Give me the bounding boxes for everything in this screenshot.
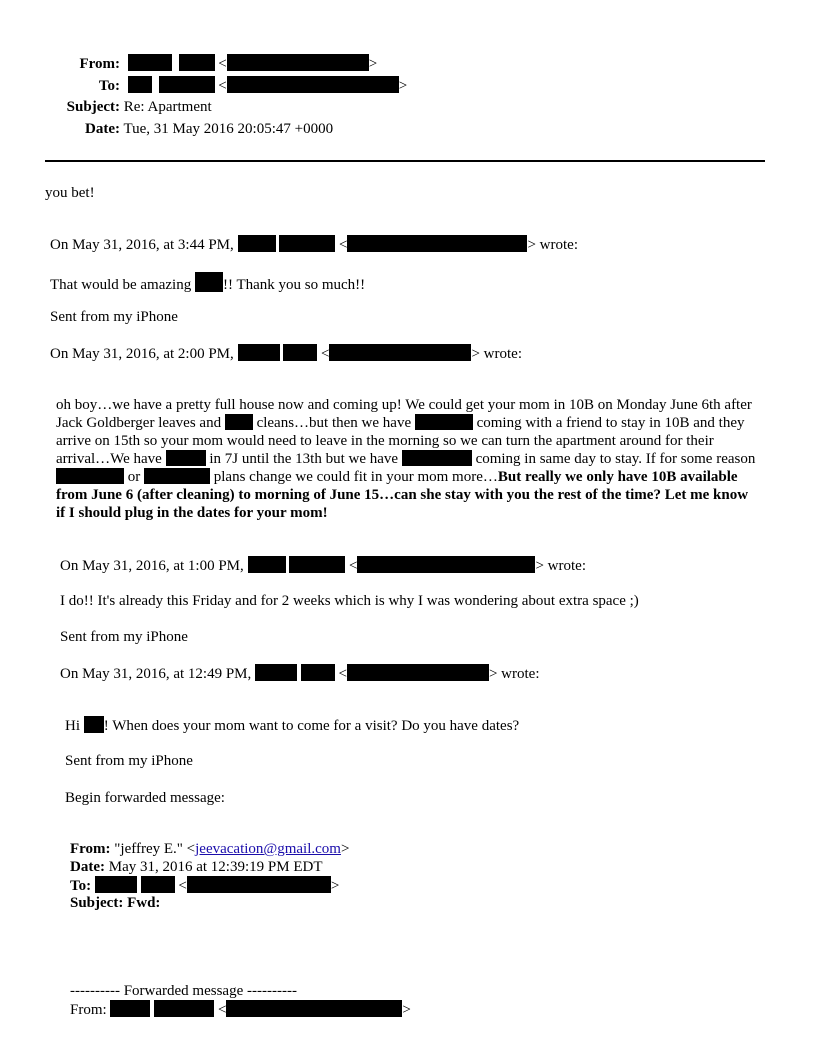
redaction <box>95 876 137 893</box>
fwd-date-line: Date: May 31, 2016 at 12:39:19 PM EDT <box>70 859 323 875</box>
quote-message-4: Hi ! When does your mom want to come for a visit? Do you have dates? <box>65 718 520 734</box>
to-label: To: <box>98 78 120 94</box>
fwd-subject-line: Subject: Fwd: <box>70 895 161 911</box>
redaction <box>226 1000 402 1017</box>
redaction <box>128 76 152 93</box>
redaction <box>283 344 317 361</box>
message-paragraph: oh boy…we have a pretty full house now and coming up! We could get your mom in 10B on Monday June 6th after Jack Goldberger leaves and cleans…but then we have coming with a friend to stay in 10B and they arrive on 15th so your mom would need to leave in the morning so we can turn the apartment around for their arrival…We have in 7J until the 13th but we have coming in same day to stay. If for some reason or plans change we could fit in your mom more…But really we only have 10B available from June 6 (after cleaning) to morning of June 15…can she stay with you the rest of the time? Let me know if I should plug in the dates for your mom! <box>56 397 756 521</box>
redaction <box>347 235 527 252</box>
redaction <box>225 414 253 430</box>
fwd-from-line: From: "jeffrey E." <jeevacation@gmail.com> <box>70 841 350 857</box>
redaction <box>84 716 104 733</box>
redaction <box>255 664 297 681</box>
date-label: Date: <box>85 121 120 137</box>
header-subject-line <box>40 98 212 116</box>
from-label: From: <box>79 56 120 72</box>
redaction <box>227 76 399 93</box>
redaction <box>238 235 276 252</box>
header-from-line: From: < > <box>40 54 377 73</box>
redaction <box>195 272 223 292</box>
header-date-line <box>40 120 333 138</box>
quote-header-4: On May 31, 2016, at 12:49 PM, < > wrote: <box>60 666 540 682</box>
begin-forwarded: Begin forwarded message: <box>65 790 225 806</box>
redaction <box>238 344 280 361</box>
sent-from-4: Sent from my iPhone <box>65 753 193 769</box>
redaction <box>248 556 286 573</box>
fwd2-from-line: From: < > <box>70 1002 411 1018</box>
redaction <box>144 468 210 484</box>
redaction <box>227 54 369 71</box>
redaction <box>179 54 215 71</box>
date-value: Tue, 31 May 2016 20:05:47 +0000 <box>123 121 334 137</box>
header-to-line: To: < > <box>40 76 407 95</box>
reply-text: you bet! <box>45 185 95 201</box>
redaction <box>329 344 471 361</box>
redaction <box>347 664 489 681</box>
sent-from-1: Sent from my iPhone <box>50 309 178 325</box>
redaction <box>289 556 345 573</box>
quote-message-1: That would be amazing !! Thank you so much!! <box>50 272 365 294</box>
header-divider <box>45 160 765 162</box>
redaction <box>110 1000 150 1017</box>
redaction <box>415 414 473 430</box>
sender-email-link[interactable]: jeevacation@gmail.com <box>195 841 341 857</box>
redaction <box>357 556 535 573</box>
quote-header-3: On May 31, 2016, at 1:00 PM, < > wrote: <box>60 558 586 574</box>
redaction <box>154 1000 214 1017</box>
redaction <box>166 450 206 466</box>
redaction <box>187 876 331 893</box>
subject-label: Subject: <box>66 99 120 115</box>
fwd-to-line: To: < > <box>70 878 340 894</box>
redaction <box>402 450 472 466</box>
redaction <box>56 468 124 484</box>
redaction <box>128 54 172 71</box>
quote-header-1: On May 31, 2016, at 3:44 PM, < > wrote: <box>50 237 578 253</box>
forward-separator: ---------- Forwarded message ---------- <box>70 983 297 999</box>
redaction <box>279 235 335 252</box>
quote-message-3: I do!! It's already this Friday and for 2 weeks which is why I was wondering about extra space ;) <box>60 593 639 609</box>
sent-from-3: Sent from my iPhone <box>60 629 188 645</box>
redaction <box>141 876 175 893</box>
redaction <box>301 664 335 681</box>
redaction <box>159 76 215 93</box>
subject-value: Re: Apartment <box>123 99 212 115</box>
quote-header-2: On May 31, 2016, at 2:00 PM, < > wrote: <box>50 346 522 362</box>
